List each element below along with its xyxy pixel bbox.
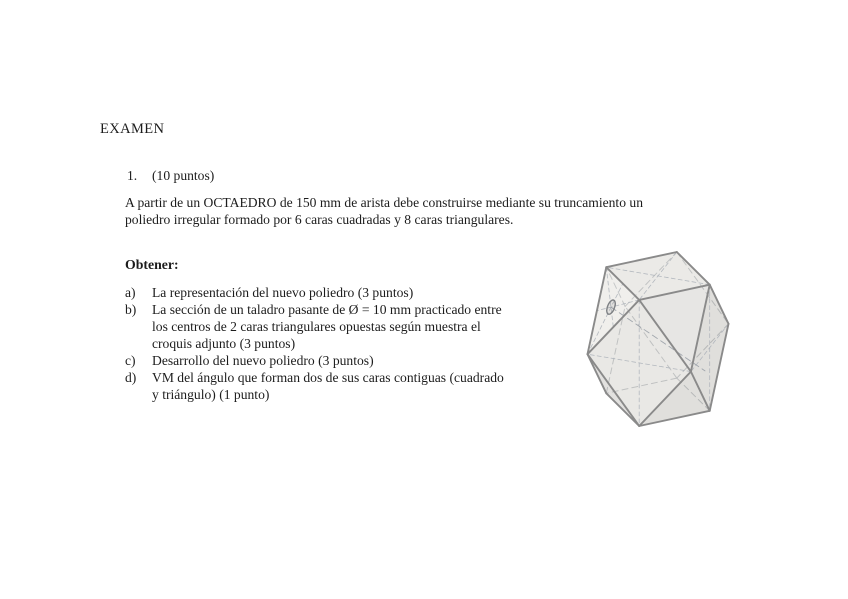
obtain-heading: Obtener: <box>125 257 179 272</box>
question-header <box>127 168 214 184</box>
list-item-c-text: Desarrollo del nuevo poliedro (3 puntos) <box>152 353 374 368</box>
list-item-a-text: La representación del nuevo poliedro (3 puntos) <box>152 285 414 300</box>
list-item-a-marker: a) <box>125 285 136 300</box>
page-title: EXAMEN <box>100 121 165 137</box>
question-points: (10 puntos) <box>152 168 215 183</box>
list-item-b <box>125 301 504 352</box>
list-item-d-marker: d) <box>125 370 137 385</box>
list-item-b-text: La sección de un taladro pasante de Ø = 10 mm practicado entre los centros de 2 caras triangulares opuestas según muestra el croquis adjunto (3 puntos) <box>152 302 502 351</box>
list-item-d <box>125 369 504 403</box>
list-item-c <box>125 352 504 369</box>
list-item-b-marker: b) <box>125 302 137 317</box>
list-item-d-text: VM del ángulo que forman dos de sus caras contiguas (cuadrado y triángulo) (1 punto) <box>152 370 504 402</box>
list-item-c-marker: c) <box>125 353 136 368</box>
list-item-a <box>125 284 504 301</box>
question-statement: A partir de un OCTAEDRO de 150 mm de arista debe construirse mediante su truncamiento un poliedro irregular formado por 6 caras cuadradas y 8 caras triangulares. <box>125 195 643 227</box>
polyhedron-sketch <box>555 220 795 455</box>
obtain-list <box>125 284 504 403</box>
question-number: 1. <box>127 168 138 183</box>
